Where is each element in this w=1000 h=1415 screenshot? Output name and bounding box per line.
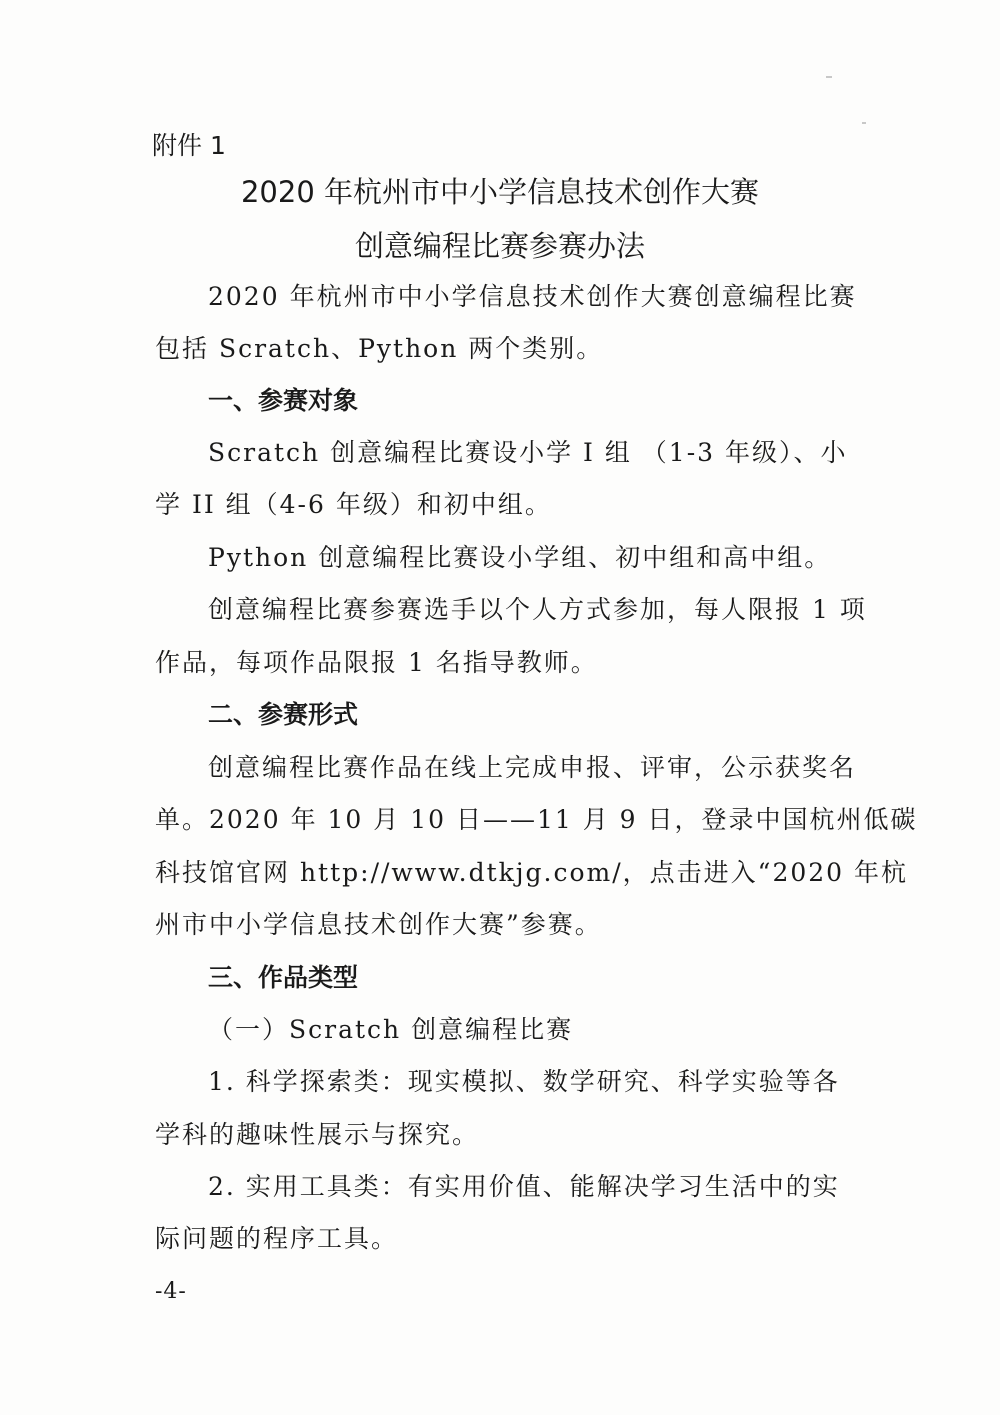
paragraph-line: 2. 实用工具类：有实用价值、能解决学习生活中的实	[208, 1172, 840, 1201]
scan-speck	[862, 122, 866, 124]
paragraph-line: 创意编程比赛参赛选手以个人方式参加，每人限报 1 项	[208, 595, 867, 624]
paragraph-line: 学科的趣味性展示与探究。	[155, 1120, 480, 1149]
paragraph-line: Python 创意编程比赛设小学组、初中组和高中组。	[208, 543, 832, 572]
scan-speck	[826, 76, 832, 78]
section-heading-participants: 一、参赛对象	[208, 386, 359, 415]
paragraph-line: 1. 科学探索类：现实模拟、数学研究、科学实验等各	[208, 1067, 840, 1096]
paragraph-line: 学 II 组（4-6 年级）和初中组。	[155, 490, 552, 519]
subsection-heading-scratch: （一）Scratch 创意编程比赛	[208, 1015, 574, 1044]
intro-line: 包括 Scratch、Python 两个类别。	[155, 334, 604, 363]
paragraph-line: 州市中小学信息技术创作大赛”参赛。	[155, 910, 602, 939]
section-heading-work-types: 三、作品类型	[208, 963, 359, 992]
intro-line: 2020 年杭州市中小学信息技术创作大赛创意编程比赛	[208, 282, 857, 311]
page-number: -4-	[155, 1279, 187, 1304]
paragraph-line: Scratch 创意编程比赛设小学 I 组 （1-3 年级）、小	[208, 438, 848, 467]
attachment-label: 附件 1	[152, 131, 226, 160]
paragraph-line: 创意编程比赛作品在线上完成申报、评审，公示获奖名	[208, 753, 857, 782]
section-heading-format: 二、参赛形式	[208, 700, 359, 729]
paragraph-line: 作品，每项作品限报 1 名指导教师。	[155, 648, 598, 677]
paragraph-line: 科技馆官网 http://www.dtkjg.com/，点击进入“2020 年杭	[155, 858, 909, 887]
document-title-line-1: 2020 年杭州市中小学信息技术创作大赛	[240, 175, 760, 209]
paragraph-line: 际问题的程序工具。	[155, 1224, 399, 1253]
paragraph-line: 单。2020 年 10 月 10 日——11 月 9 日，登录中国杭州低碳	[155, 805, 918, 834]
document-title-line-2: 创意编程比赛参赛办法	[354, 229, 645, 263]
